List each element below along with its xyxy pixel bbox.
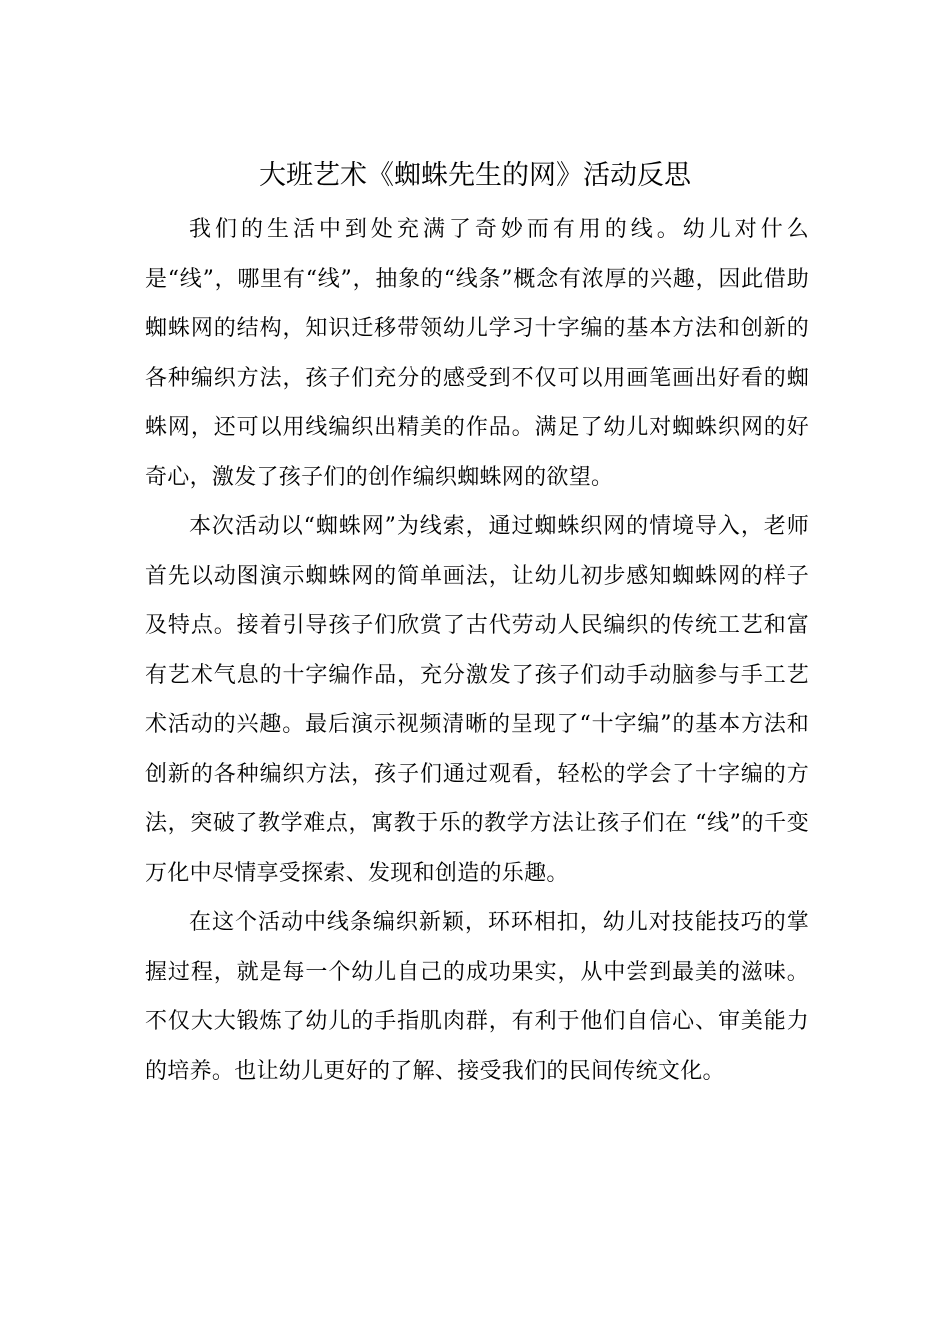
paragraph-3: 在这个活动中线条编织新颖，环环相扣，幼儿对技能技巧的掌握过程，就是每一个幼儿自己的成功果实，从中尝到最美的滋味。不仅大大锻炼了幼儿的手指肌肉群，有利于他们自信心、审美能力的培养。也让幼儿更好的了解、接受我们的民间传统文化。 [145, 910, 809, 1084]
paragraph-2: 本次活动以“蜘蛛网”为线索，通过蜘蛛织网的情境导入，老师首先以动图演示蜘蛛网的简单画法，让幼儿初步感知蜘蛛网的样子及特点。接着引导孩子们欣赏了古代劳动人民编织的传统工艺和富有艺术气息的十字编作品，充分激发了孩子们动手动脑参与手工艺术活动的兴趣。最后演示视频清晰的呈现了“十字编”的基本方法和创新的各种编织方法，孩子们通过观看，轻松的学会了十字编的方法，突破了教学难点，寓教于乐的教学方法让孩子们在 “线”的千变万化中尽情享受探索、发现和创造的乐趣。 [145, 514, 809, 886]
paragraph-1: 我们的生活中到处充满了奇妙而有用的线。幼儿对什么是“线”，哪里有“线”，抽象的“线条”概念有浓厚的兴趣，因此借助蜘蛛网的结构，知识迁移带领幼儿学习十字编的基本方法和创新的各种编织方法，孩子们充分的感受到不仅可以用画笔画出好看的蜘蛛网，还可以用线编织出精美的作品。满足了幼儿对蜘蛛织网的好奇心，激发了孩子们的创作编织蜘蛛网的欲望。 [145, 217, 809, 490]
document-title: 大班艺术《蜘蛛先生的网》活动反思 [259, 160, 691, 191]
document-body [145, 205, 809, 1096]
